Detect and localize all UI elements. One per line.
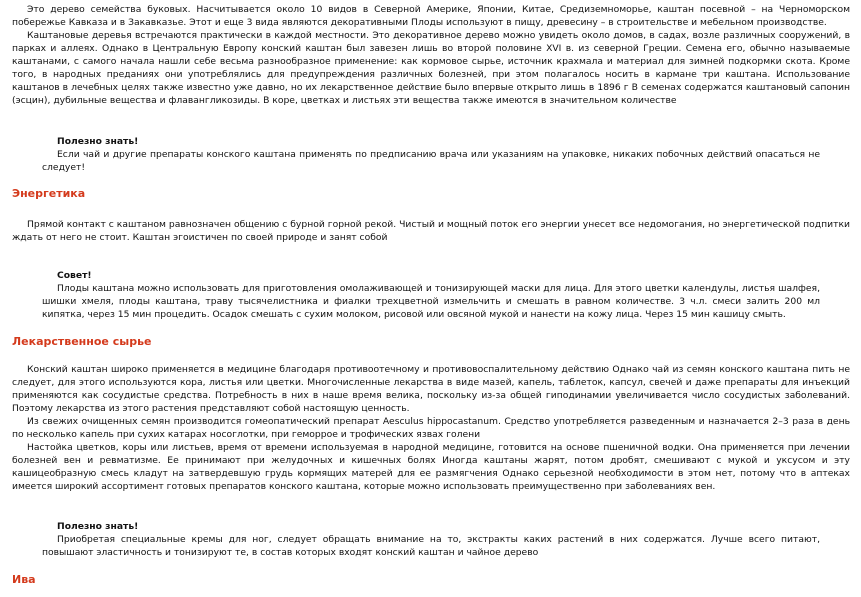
tip-text: Если чай и другие препараты конского каштана применять по предписанию врача или указаниям на упаковке, никаких побочных действий опасаться не следует!	[42, 149, 820, 173]
tip-box	[42, 135, 820, 174]
medicine-paragraph: Конский каштан широко применяется в медицине благодаря противоотечному и противовоспалительному действию Однако чай из семян конского каштана пить не следует, для этого используются кора, листья или цветки. Многочисленные лекарства в виде мазей, капель, таблеток, капсул, свечей и даже препараты для инъекций применяются как сосудистые средства. Потребность в них в наше время велика, поскольку из-за общей гиподинамии увеличивается число сосудистых заболеваний. Поэтому лекарства из этого растения представляют собой настоящую ценность.	[12, 364, 850, 414]
section-heading-iva: Ива	[12, 573, 36, 586]
tip-title: Полезно знать!	[57, 136, 139, 147]
medicine-text	[12, 363, 850, 493]
section-heading-energy: Энергетика	[12, 187, 86, 200]
intro-text	[12, 3, 850, 107]
tip-text: Плоды каштана можно использовать для приготовления омолаживающей и тонизирующей маски для лица. Для этого цветки календулы, листья шалфея, шишки хмеля, плоды каштана, траву тысячелистника и фиалки трехцветной измельчить и смешать в равном количестве. 3 ч.л. смеси залить 200 мл кипятка, через 15 мин процедить. Осадок смешать с сухим молоком, рисовой или овсяной мукой и нанести на кожу лица. Через 15 мин кашицу смыть.	[42, 283, 820, 320]
tip-box	[42, 269, 820, 321]
intro-paragraph: Это дерево семейства буковых. Насчитывается около 10 видов в Северной Америке, Японии, Китае, Средиземноморье, каштан посевной – на Черноморском побережье Кавказа и в Закавказье. Этот и еще 3 вида являются декоративными Плоды используют в пищу, древесину – в строительстве и мебельном производстве.	[12, 4, 850, 28]
tip-box	[42, 520, 820, 559]
medicine-paragraph: Настойка цветков, коры или листьев, время от времени используемая в народной медицине, готовится на основе пшеничной водки. Она применяется при лечении болезней вен и ревматизме. Ее принимают при желудочных и кишечных болях Иногда каштаны жарят, потом дробят, смешивают с мукой и уксусом и эту кашицеобразную смесь кладут на затвердевшую грудь кормящих матерей для ее размягчения Однако серьезной необходимости в этом нет, потому что в аптеках имеется широкий ассортимент готовых препаратов конского каштана, которые можно использовать преимущественно при заболеваниях вен.	[12, 442, 850, 492]
section-heading-medicine: Лекарственное сырье	[12, 335, 152, 348]
tip-title: Совет!	[57, 270, 92, 281]
energy-paragraph: Прямой контакт с каштаном равнозначен общению с бурной горной рекой. Чистый и мощный поток его энергии унесет все недомогания, но энергетической подпитки ждать от него не стоит. Каштан эгоистичен по своей природе и занят собой	[12, 219, 850, 243]
medicine-paragraph: Из свежих очищенных семян производится гомеопатический препарат Aesculus hippocastanum. Средство употребляется разведенным и назначается 2–3 раза в день по несколько капель при сухих катарах носоглотки, при геморрое и трофических язвах голени	[12, 416, 850, 440]
tip-text: Приобретая специальные кремы для ног, следует обращать внимание на то, экстракты каких растений в них содержатся. Лучше всего питают, повышают эластичность и тонизируют те, в состав которых входят конский каштан и чайное дерево	[42, 534, 820, 558]
tip-title: Полезно знать!	[57, 521, 139, 532]
energy-text	[12, 218, 850, 244]
intro-paragraph: Каштановые деревья встречаются практически в каждой местности. Это декоративное дерево можно увидеть около домов, в садах, возле различных сооружений, в парках и аллеях. Однако в Центральную Европу конский каштан был завезен лишь во второй половине XVI в. из северной Греции. Семена его, обычно называемые каштанами, с самого начала нашли себе весьма разнообразное применение: как кормовое сырье, источник крахмала и материал для зимней подкормки скота. Кроме того, в народных преданиях они употреблялись для предупреждения различных болезней, при этом полагалось носить в кармане три каштана. Использование каштанов в лечебных целях также известно уже давно, но их лекарственное действие было впервые открыто лишь в 1896 г В семенах содержатся каштановый сапонин (эсцин), дубильные вещества и флавангликозиды. В коре, цветках и листьях эти вещества также имеются в значительном количестве	[12, 30, 850, 106]
